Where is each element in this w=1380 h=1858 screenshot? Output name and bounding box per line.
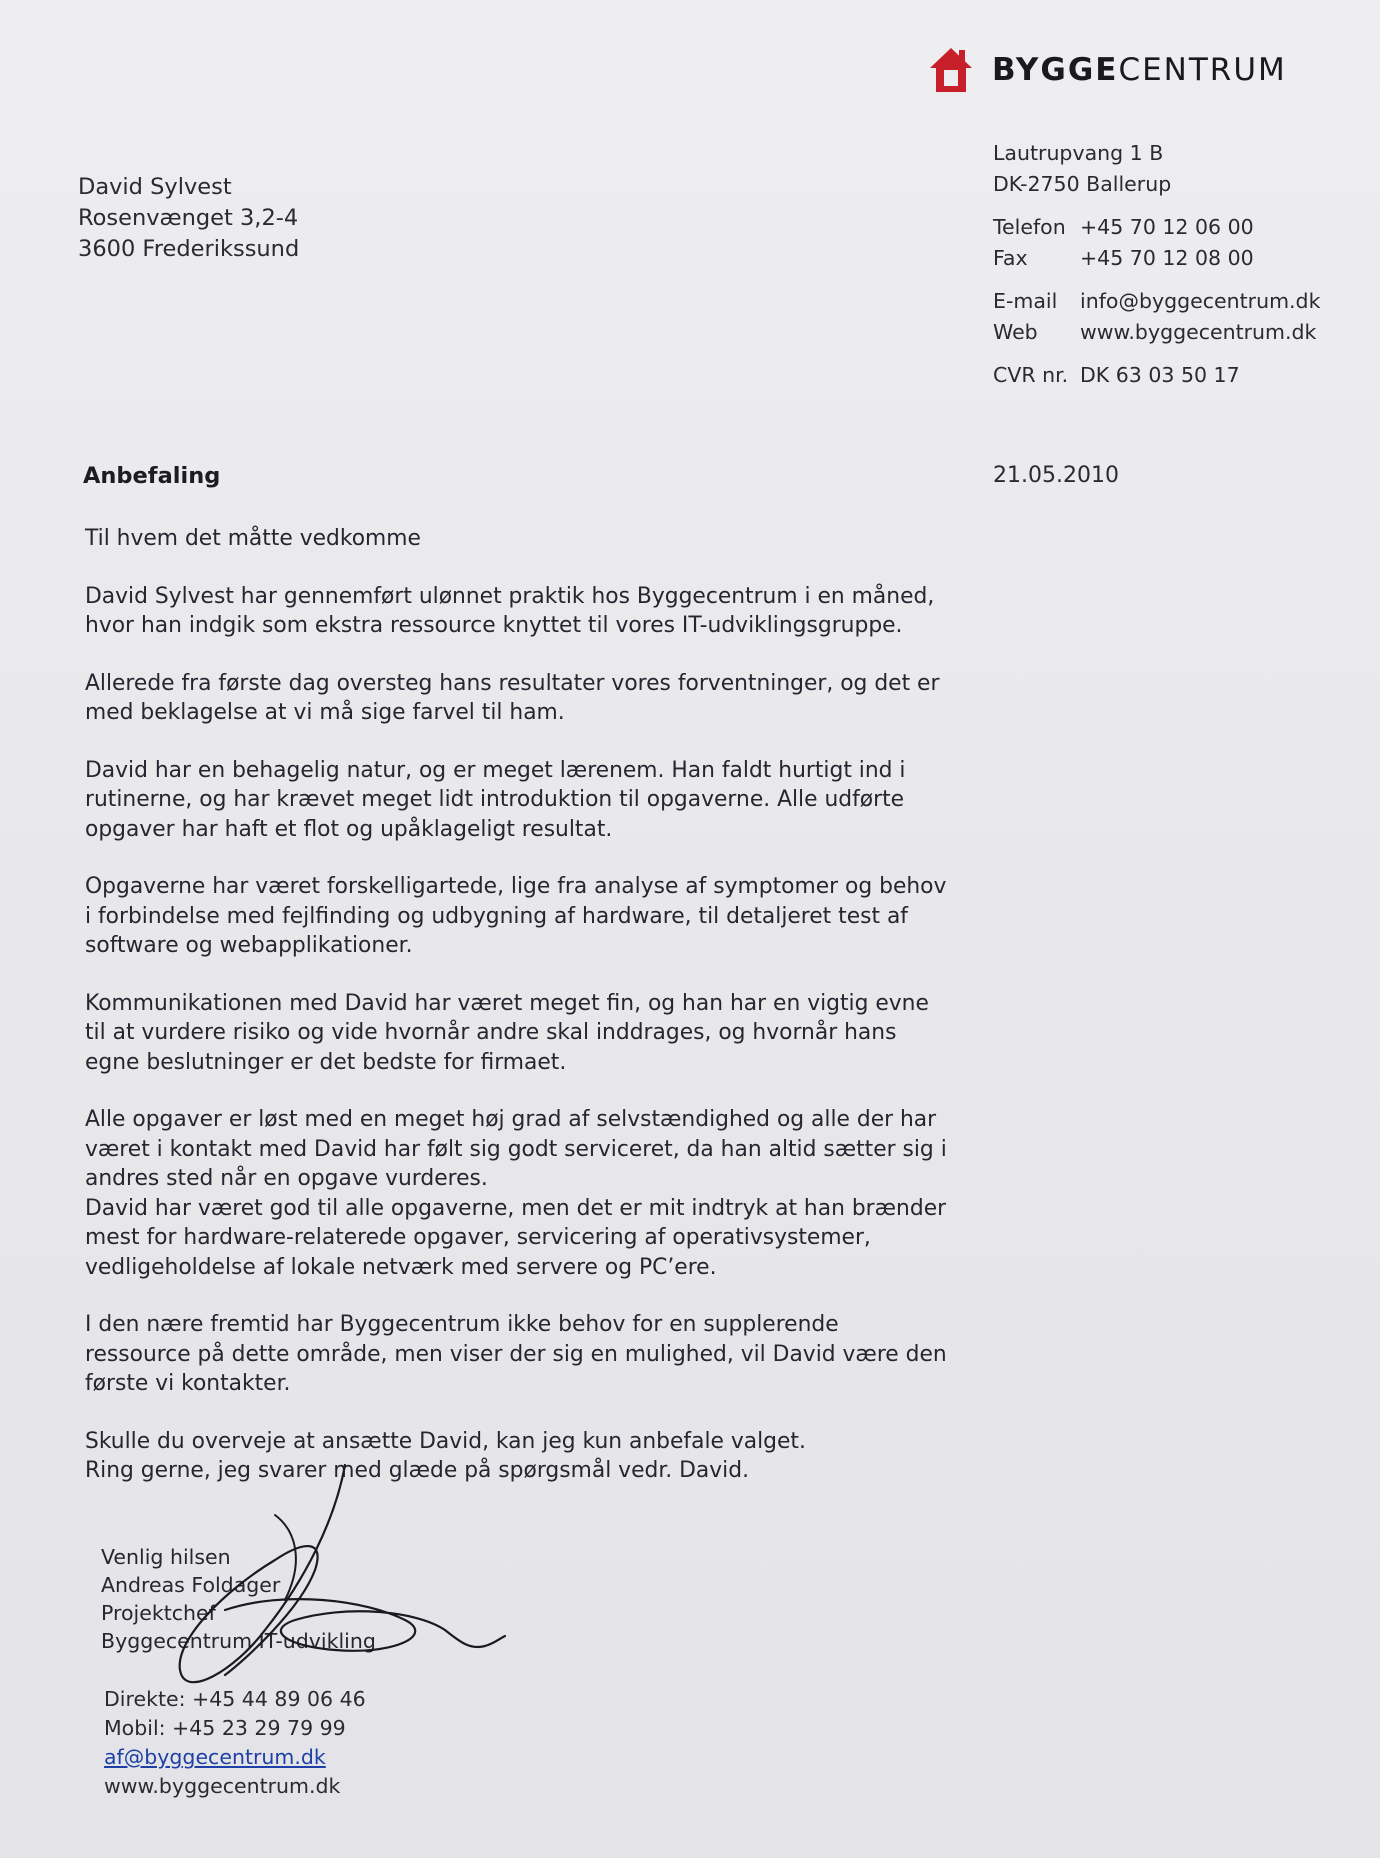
paragraph: I den nære fremtid har Byggecentrum ikke behov for en supplerende ressource på dette område, men viser der sig en mulighed, vil David være den første vi kontakter. [85, 1312, 947, 1396]
paragraph: Opgaverne har været forskelligartede, lige fra analyse af symptomer og behov i forbindelse med fejlfinding og udbygning af hardware, til detaljeret test af software og webapplikationer. [85, 874, 947, 958]
recipient-street: Rosenvænget 3,2-4 [78, 205, 299, 231]
cvr-label: CVR nr. [993, 363, 1069, 387]
letter-body [85, 524, 995, 1514]
recipient-name: David Sylvest [78, 174, 232, 200]
signer-title: Projektchef [101, 1601, 216, 1625]
house-icon [928, 46, 974, 94]
paragraph: David har en behagelig natur, og er meget lærenem. Han faldt hurtigt ind i rutinerne, og har krævet meget lidt introduktion til opgaverne. Alle udførte opgaver har haft et flot og upåklageligt resultat. [85, 757, 906, 842]
sender-city: DK-2750 Ballerup [993, 172, 1172, 196]
sender-info [993, 138, 1320, 403]
byggecentrum-logo [928, 44, 1287, 96]
signer-name: Andreas Foldager [101, 1573, 281, 1597]
mobile-phone: Mobil: +45 23 29 79 99 [104, 1716, 346, 1740]
web-value: www.byggecentrum.dk [1080, 320, 1317, 344]
signer-contact [104, 1685, 366, 1801]
logo-wordmark: BYGGECENTRUM [992, 52, 1287, 88]
fax-value: +45 70 12 08 00 [1080, 246, 1254, 270]
signer-department: Byggecentrum IT-udvikling [101, 1629, 376, 1653]
direct-phone: Direkte: +45 44 89 06 46 [104, 1687, 366, 1711]
phone-label: Telefon [993, 215, 1066, 239]
paragraph: Kommunikationen med David har været meget fin, og han har en vigtig evne til at vurdere risiko og vide hvornår andre skal inddrages, og hvornår hans egne beslutninger er det bedste for firmaet. [85, 990, 929, 1075]
email-label: E-mail [993, 289, 1058, 313]
paragraph: Alle opgaver er løst med en meget høj grad af selvstændighed og alle der har været i kontakt med David har følt sig godt serviceret, da han altid sætter sig i andres sted når en opgave vurderes. [85, 1107, 947, 1191]
paragraph: David Sylvest har gennemført ulønnet praktik hos Byggecentrum i en måned, hvor han indgik som ekstra ressource knyttet til vores IT-udviklingsgruppe. [85, 583, 935, 638]
fax-label: Fax [993, 246, 1028, 270]
email-value: info@byggecentrum.dk [1080, 289, 1321, 313]
signer-web: www.byggecentrum.dk [104, 1774, 341, 1798]
paragraph: Skulle du overveje at ansætte David, kan jeg kun anbefale valget. Ring gerne, jeg svarer med glæde på spørgsmål vedr. David. [85, 1428, 806, 1483]
recipient-city: 3600 Frederikssund [78, 236, 300, 262]
recipient-address [78, 172, 299, 265]
greeting: Til hvem det måtte vedkomme [85, 526, 421, 551]
web-label: Web [993, 320, 1038, 344]
salutation: Venlig hilsen [101, 1545, 231, 1569]
cvr-value: DK 63 03 50 17 [1080, 363, 1240, 387]
letter-date: 21.05.2010 [993, 463, 1119, 488]
sender-street: Lautrupvang 1 B [993, 141, 1164, 165]
paragraph: David har været god til alle opgaverne, men det er mit indtryk at han brænder mest for hardware-relaterede opgaver, servicering af operativsystemer, vedligeholdelse af lokale netværk med servere og PC’ere. [85, 1195, 947, 1280]
closing-block [101, 1543, 376, 1655]
signer-email-link[interactable]: af@byggecentrum.dk [104, 1745, 326, 1769]
letter-subject: Anbefaling [83, 463, 221, 489]
phone-value: +45 70 12 06 00 [1080, 215, 1254, 239]
paragraph: Allerede fra første dag oversteg hans resultater vores forventninger, og det er med beklagelse at vi må sige farvel til ham. [85, 670, 940, 725]
